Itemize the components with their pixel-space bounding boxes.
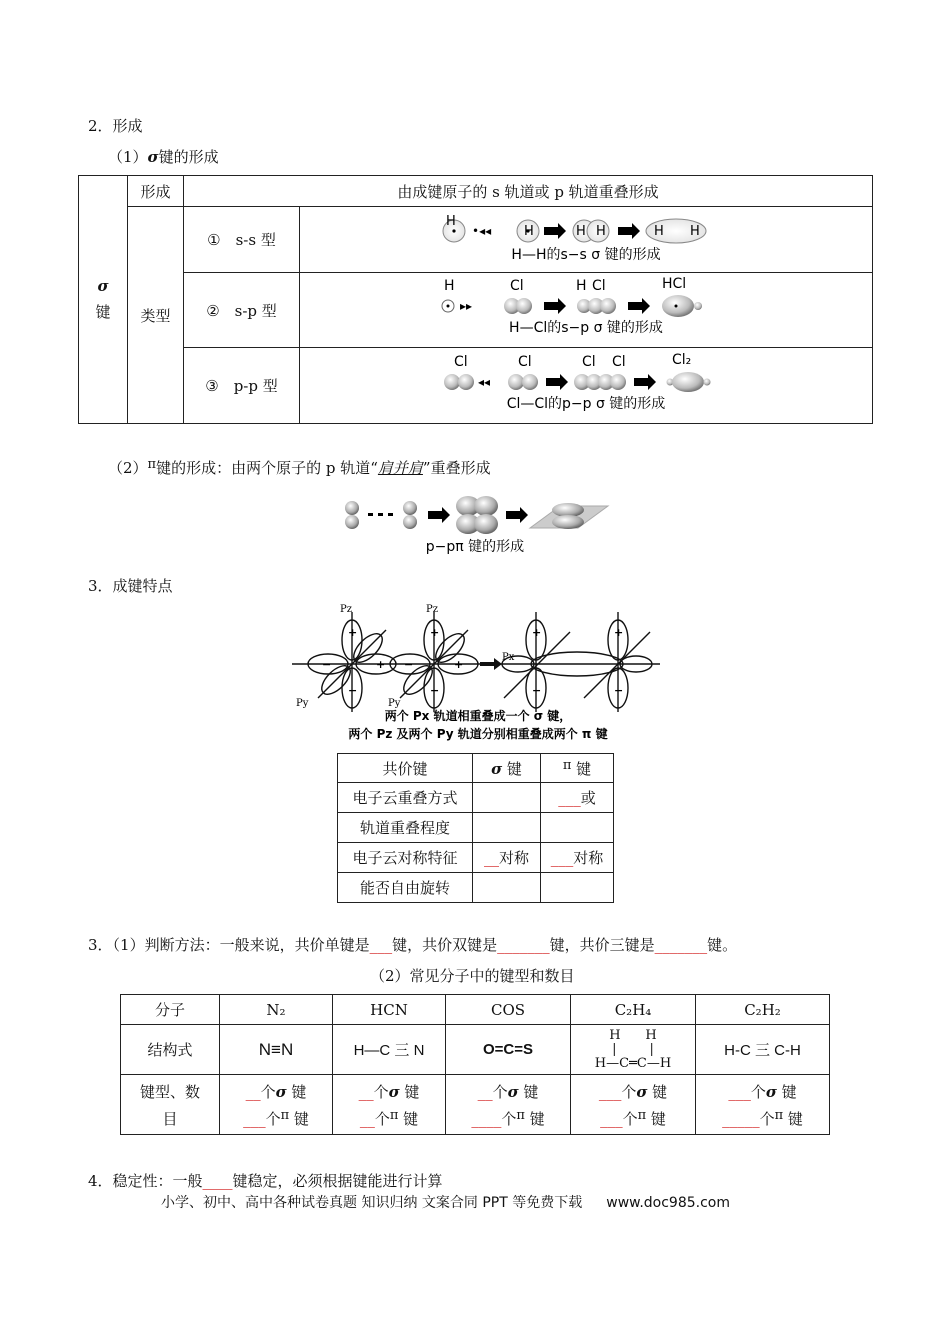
sp-sigma-diagram — [436, 274, 736, 342]
orbital-overlap-figure — [288, 602, 668, 744]
bond-count-cell — [446, 1075, 571, 1135]
molecule-name: HCN — [333, 995, 446, 1025]
arrow-icon — [546, 374, 568, 390]
shoulder-emphasis: 肩并肩 — [377, 459, 423, 477]
arrow-icon — [544, 298, 566, 314]
atom-label: Cl — [518, 353, 532, 370]
figure-caption-1: 两个 Px 轨道相重叠成一个 σ 键， — [384, 709, 572, 723]
count-word: 个 — [759, 1109, 775, 1128]
svg-text:−: − — [614, 684, 624, 697]
type-row-3-label: ③ p-p 型 — [184, 348, 300, 424]
bond-word: 键 — [506, 759, 522, 778]
sigma-symbol: σ — [507, 1082, 519, 1101]
header-covalent: 共价键 — [338, 754, 473, 783]
bond-word: 键 — [781, 1082, 797, 1101]
atom-label: Cl — [454, 353, 468, 370]
count-word: 个 — [621, 1082, 637, 1101]
atom-label: Cl — [510, 278, 524, 294]
sigma-cell — [473, 783, 541, 813]
header-sigma — [473, 754, 541, 783]
svg-text:+: + — [532, 626, 542, 639]
sigma-symbol: σ — [275, 1082, 287, 1101]
pi-symbol: π — [147, 457, 157, 472]
atom-label: H — [524, 223, 534, 239]
blank[interactable]: __ — [483, 849, 499, 867]
structure-formula: O=C=S — [446, 1025, 571, 1075]
svg-text:+: + — [454, 658, 464, 671]
pi-symbol: π — [280, 1107, 290, 1123]
arrow-icon — [618, 223, 640, 239]
blank[interactable]: __ — [477, 1082, 493, 1101]
blank[interactable]: ___ — [600, 1109, 623, 1128]
ss-diagram-cell — [300, 207, 873, 273]
row-label: 电子云重叠方式 — [338, 783, 473, 813]
molecule-name: COS — [446, 995, 571, 1025]
type-row-1-label: ① s-s 型 — [184, 207, 300, 273]
svg-text:+: + — [614, 626, 624, 639]
sigma-cell — [473, 843, 541, 873]
py-label-1: Py — [296, 698, 309, 709]
atom-label: Cl — [592, 278, 606, 294]
sigma-symbol: σ — [636, 1082, 648, 1101]
text: 键，共价三键是 — [549, 936, 655, 954]
sigma-subheading — [108, 146, 219, 167]
blank[interactable]: ___ — [243, 1109, 266, 1128]
pi-symbol: π — [562, 757, 572, 773]
arrow-icon — [634, 374, 656, 390]
sub1-prefix: （1） — [108, 148, 148, 166]
bond-count-cell — [333, 1075, 446, 1135]
svg-text:−: − — [404, 658, 414, 671]
text: 键稳定，必须根据键能进行计算 — [232, 1172, 443, 1190]
pz-label-1: Pz — [340, 604, 352, 615]
count-word: 个 — [373, 1082, 389, 1101]
blank[interactable]: __ — [245, 1082, 261, 1101]
atom-label: H — [444, 278, 455, 294]
atom-label: H — [576, 278, 587, 294]
text: 键。 — [707, 936, 738, 954]
bond-count-cell — [696, 1075, 830, 1135]
bond-label-line-2: 目 — [162, 1109, 178, 1128]
sp-caption: H—Cl的s−p σ 键的形成 — [509, 320, 663, 336]
svg-text:▸▸: ▸▸ — [460, 299, 473, 313]
header-pi — [541, 754, 614, 783]
row-header-bonds — [121, 1075, 220, 1135]
text: 3．（1）判断方法：一般来说，共价单键是 — [88, 936, 370, 954]
bond-word: 键 — [650, 1109, 666, 1128]
sigma-cell — [473, 813, 541, 843]
formation-label-cell: 形成 — [128, 176, 184, 207]
atom-label: HCl — [662, 276, 687, 292]
atom-label: H — [446, 213, 456, 229]
count-word: 个 — [622, 1109, 638, 1128]
text: 键，共价双键是 — [392, 936, 498, 954]
molecule-name: C₂H₄ — [571, 995, 696, 1025]
atom-label: Cl — [582, 353, 596, 370]
arrow-icon — [628, 298, 650, 314]
arrow-icon — [428, 507, 450, 523]
bond-count-cell — [220, 1075, 333, 1135]
count-word: 个 — [501, 1109, 517, 1128]
svg-text:◂◂: ◂◂ — [478, 374, 491, 389]
count-word: 个 — [492, 1082, 508, 1101]
h-atom: H — [609, 1027, 621, 1043]
figure-caption-2: 两个 Pz 及两个 Py 轨道分别相重叠成两个 π 键 — [348, 727, 608, 741]
blank[interactable]: _______ — [497, 936, 550, 954]
blank[interactable]: ____ — [202, 1172, 233, 1190]
ethylene-right: ═C—H — [629, 1055, 672, 1071]
bond-word: 键 — [404, 1082, 420, 1101]
sigma-cell — [473, 873, 541, 903]
ethylene-left: H—C — [594, 1055, 630, 1071]
svg-text:•◂◂: •◂◂ — [472, 223, 492, 238]
side-label: 键 — [95, 303, 111, 321]
row-header-structure: 结构式 — [121, 1025, 220, 1075]
pi-cell — [541, 843, 614, 873]
cell-text: 对称 — [498, 849, 529, 867]
cell-text: 对称 — [573, 849, 604, 867]
bond-label-line-1: 键型、数 — [139, 1082, 200, 1101]
bond-word: 键 — [576, 759, 592, 778]
sp-diagram-cell — [300, 273, 873, 348]
blank[interactable]: ___ — [598, 1082, 622, 1101]
blank[interactable]: ___ — [550, 849, 574, 867]
ethylene-structure: H H | | H—C═C—H — [571, 1025, 696, 1075]
bond-count-cell — [571, 1075, 696, 1135]
pi-subheading — [108, 457, 491, 478]
structure-formula: H-C 三 C-H — [696, 1025, 830, 1075]
stability-line — [88, 1170, 443, 1191]
bond-word: 键 — [529, 1109, 545, 1128]
pi-cell — [541, 873, 614, 903]
count-word: 个 — [750, 1082, 766, 1101]
bond-word: 键 — [652, 1082, 668, 1101]
pp-diagram-cell — [300, 348, 873, 424]
bond-comparison-table — [337, 753, 614, 903]
blank[interactable]: ___ — [369, 936, 393, 954]
count-word: 个 — [265, 1109, 281, 1128]
pi-symbol: π — [637, 1107, 647, 1123]
pi-cell — [541, 783, 614, 813]
pi-cell — [541, 813, 614, 843]
row-label: 轨道重叠程度 — [338, 813, 473, 843]
svg-text:+: + — [376, 658, 386, 671]
pi-symbol: π — [774, 1107, 784, 1123]
molecules-subheading: （2）常见分子中的键型和数目 — [370, 967, 575, 985]
sub2-text-a: 键的形成：由两个原子的 p 轨道“ — [156, 459, 378, 477]
section-2-heading: 2．形成 — [88, 117, 143, 135]
molecule-name: N₂ — [220, 995, 333, 1025]
cell-text: 或 — [580, 789, 596, 807]
pi-bond-diagram — [330, 492, 620, 560]
molecule-name: C₂H₂ — [696, 995, 830, 1025]
type-row-2-label: ② s-p 型 — [184, 273, 300, 348]
svg-text:−: − — [322, 658, 332, 671]
svg-text:−: − — [348, 684, 358, 697]
blank[interactable]: __ — [359, 1109, 375, 1128]
molecule-bond-table — [120, 994, 830, 1135]
footer — [161, 1192, 730, 1212]
row-label: 电子云对称特征 — [338, 843, 473, 873]
section-3-heading: 3．成键特点 — [88, 577, 173, 595]
bond-word: 键 — [291, 1082, 307, 1101]
atom-label: Cl — [612, 353, 626, 370]
px-label: Px — [502, 652, 515, 663]
svg-text:−: − — [532, 684, 542, 697]
sigma-symbol: σ — [765, 1082, 777, 1101]
count-word: 个 — [260, 1082, 276, 1101]
arrow-icon — [506, 507, 528, 523]
sigma-side-cell — [79, 176, 128, 424]
bond-word: 键 — [293, 1109, 309, 1128]
sigma-symbol: σ — [147, 148, 159, 166]
text: 4．稳定性：一般 — [88, 1172, 203, 1190]
sub2-text-b: ”重叠形成 — [422, 459, 491, 477]
row-label: 能否自由旋转 — [338, 873, 473, 903]
pp-caption: Cl—Cl的p−p σ 键的形成 — [506, 395, 666, 412]
blank[interactable]: _______ — [654, 936, 708, 954]
pi-symbol: π — [516, 1107, 525, 1123]
row-header-molecule: 分子 — [121, 995, 220, 1025]
sigma-symbol: σ — [388, 1082, 400, 1101]
type-label-cell: 类型 — [128, 207, 184, 424]
blank[interactable]: ____ — [471, 1109, 502, 1128]
judgement-line — [88, 934, 737, 955]
arrow-icon — [480, 658, 502, 670]
ss-sigma-diagram — [436, 209, 736, 267]
blank[interactable]: ___ — [728, 1082, 751, 1101]
atom-label: H — [596, 223, 606, 239]
footer-url[interactable]: www.doc985.com — [606, 1195, 730, 1211]
py-label-2: Py — [388, 698, 401, 709]
footer-text: 小学、初中、高中各种试卷真题 知识归纳 文案合同 PPT 等免费下载 — [161, 1195, 583, 1211]
ss-caption: H—H的s−s σ 键的形成 — [511, 246, 661, 263]
formation-desc-cell: 由成键原子的 s 轨道或 p 轨道重叠形成 — [184, 176, 873, 207]
blank[interactable]: __ — [358, 1082, 374, 1101]
sigma-bond-table — [78, 175, 873, 424]
atom-label: Cl₂ — [672, 351, 692, 368]
atom-label: H — [576, 223, 586, 239]
h-atom: H — [645, 1027, 657, 1043]
sub2-prefix: （2） — [108, 459, 148, 477]
svg-text:+: + — [348, 626, 358, 639]
bond-word: 键 — [523, 1082, 539, 1101]
arrow-icon — [544, 223, 566, 239]
pi-symbol: π — [389, 1107, 399, 1123]
sigma-symbol: σ — [491, 759, 503, 778]
count-word: 个 — [374, 1109, 390, 1128]
pp-sigma-diagram — [436, 350, 736, 418]
bond-word: 键 — [403, 1109, 419, 1128]
structure-formula: N≡N — [220, 1025, 333, 1075]
blank[interactable]: ___ — [558, 789, 581, 807]
sub1-suffix: 键的形成 — [158, 148, 219, 166]
structure-formula: H—C 三 N — [333, 1025, 446, 1075]
svg-text:+: + — [430, 626, 440, 639]
pi-caption: p−pπ 键的形成 — [425, 539, 525, 555]
pz-label-2: Pz — [426, 604, 438, 615]
atom-label: H — [690, 223, 700, 239]
bond-word: 键 — [787, 1109, 803, 1128]
blank[interactable]: _____ — [722, 1109, 760, 1128]
side-sigma: σ — [97, 277, 109, 295]
svg-text:−: − — [430, 684, 440, 697]
atom-label: H — [654, 223, 664, 239]
